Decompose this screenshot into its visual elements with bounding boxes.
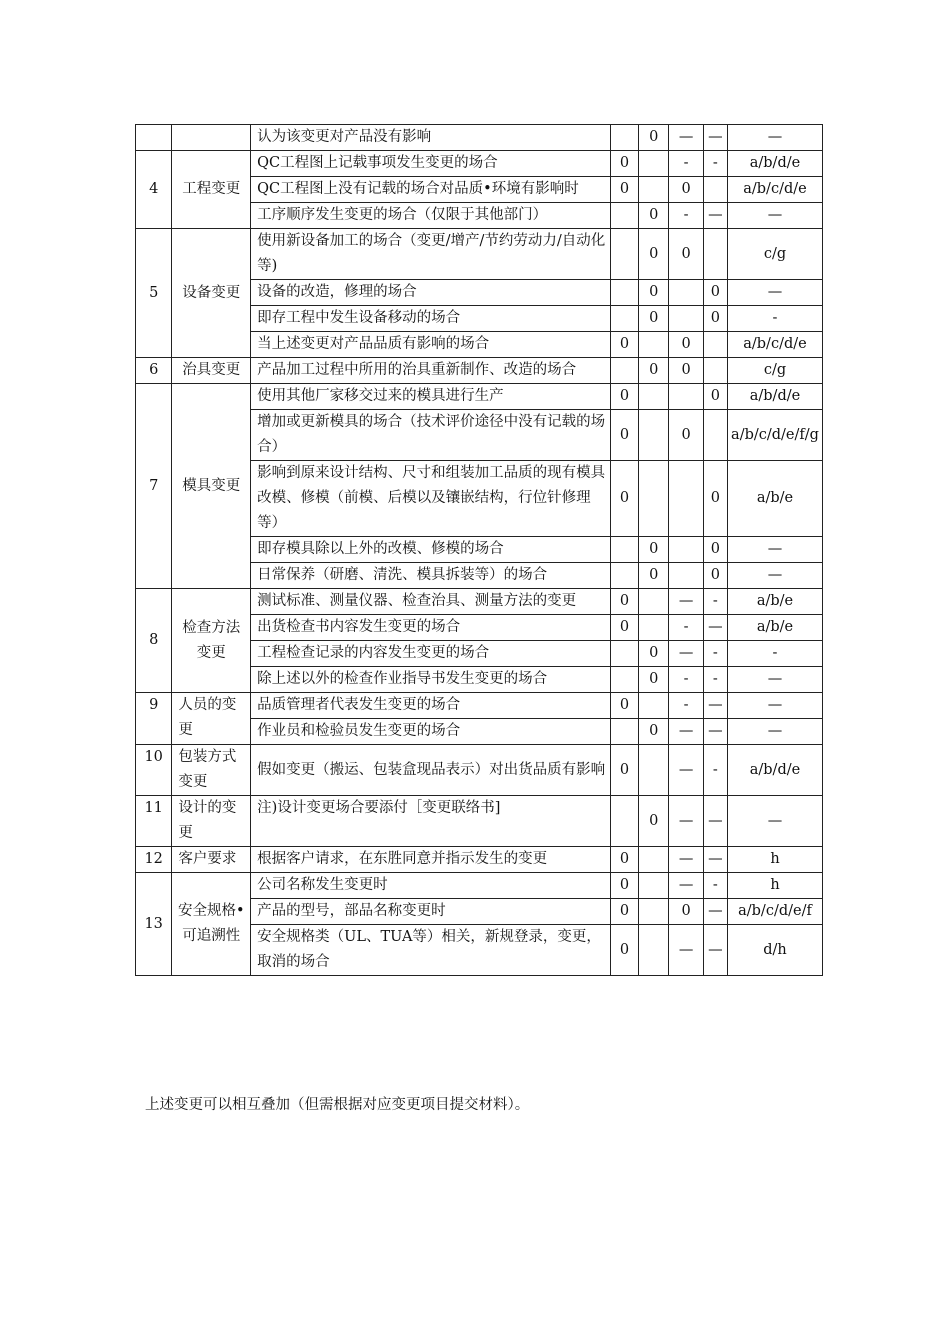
required-docs: — xyxy=(727,125,822,151)
mark-col-4: - xyxy=(703,745,727,796)
mark-col-4: - xyxy=(703,873,727,899)
mark-col-3: 0 xyxy=(669,410,703,461)
mark-col-4: 0 xyxy=(703,563,727,589)
mark-col-2: 0 xyxy=(639,229,669,280)
mark-col-1: 0 xyxy=(610,873,638,899)
mark-col-4: - xyxy=(703,667,727,693)
mark-col-2 xyxy=(639,615,669,641)
row-description: 使用新设备加工的场合（变更/增产/节约劳动力/自动化等) xyxy=(251,229,611,280)
mark-col-1 xyxy=(610,563,638,589)
required-docs: d/h xyxy=(727,925,822,976)
mark-col-3 xyxy=(669,537,703,563)
mark-col-4 xyxy=(703,177,727,203)
row-category xyxy=(172,125,251,151)
required-docs: a/b/c/d/e/f xyxy=(727,899,822,925)
mark-col-2 xyxy=(639,410,669,461)
mark-col-2 xyxy=(639,151,669,177)
required-docs: h xyxy=(727,847,822,873)
table-row xyxy=(136,847,823,873)
row-category: 设计的变更 xyxy=(172,796,251,847)
row-category: 模具变更 xyxy=(172,384,251,589)
mark-col-4: 0 xyxy=(703,537,727,563)
mark-col-2: 0 xyxy=(639,563,669,589)
mark-col-3 xyxy=(669,563,703,589)
row-description: 安全规格类（UL、TUA等）相关，新规登录，变更，取消的场合 xyxy=(251,925,611,976)
mark-col-4 xyxy=(703,332,727,358)
row-description: 假如变更（搬运、包装盒现品表示）对出货品质有影响 xyxy=(251,745,611,796)
mark-col-3: 0 xyxy=(669,332,703,358)
mark-col-3: 0 xyxy=(669,177,703,203)
required-docs: h xyxy=(727,873,822,899)
mark-col-1: 0 xyxy=(610,461,638,537)
row-category: 安全规格•可追溯性 xyxy=(172,873,251,976)
required-docs: a/b/c/d/e/f/g xyxy=(727,410,822,461)
row-description: 工序顺序发生变更的场合（仅限于其他部门） xyxy=(251,203,611,229)
mark-col-2: 0 xyxy=(639,125,669,151)
mark-col-3: 0 xyxy=(669,358,703,384)
required-docs: a/b/d/e xyxy=(727,151,822,177)
required-docs: a/b/e xyxy=(727,615,822,641)
row-description: 影响到原来设计结构、尺寸和组装加工品质的现有模具改模、修模（前模、后模以及镶嵌结构，行位针修理等） xyxy=(251,461,611,537)
table-row xyxy=(136,796,823,847)
mark-col-3 xyxy=(669,384,703,410)
mark-col-1 xyxy=(610,280,638,306)
mark-col-4: 0 xyxy=(703,461,727,537)
row-description: 注)设计变更场合要添付［变更联络书] xyxy=(251,796,611,847)
mark-col-2: 0 xyxy=(639,667,669,693)
row-description: 产品的型号，部品名称变更时 xyxy=(251,899,611,925)
mark-col-1: 0 xyxy=(610,151,638,177)
mark-col-4: — xyxy=(703,125,727,151)
mark-col-4 xyxy=(703,410,727,461)
footnote: 上述变更可以相互叠加（但需根据对应变更项目提交材料）。 xyxy=(145,1097,530,1113)
mark-col-4: — xyxy=(703,796,727,847)
mark-col-3: - xyxy=(669,615,703,641)
row-no: 6 xyxy=(136,358,172,384)
mark-col-4 xyxy=(703,229,727,280)
mark-col-4: 0 xyxy=(703,384,727,410)
row-no: 9 xyxy=(136,693,172,745)
table-row xyxy=(136,229,823,280)
mark-col-3: — xyxy=(669,796,703,847)
mark-col-1: 0 xyxy=(610,589,638,615)
mark-col-1: 0 xyxy=(610,177,638,203)
table-row xyxy=(136,873,823,899)
mark-col-4: — xyxy=(703,203,727,229)
table-row xyxy=(136,125,823,151)
mark-col-1: 0 xyxy=(610,693,638,719)
row-description: 日常保养（研磨、清洗、模具拆装等）的场合 xyxy=(251,563,611,589)
row-description: 出货检查书内容发生变更的场合 xyxy=(251,615,611,641)
mark-col-2: 0 xyxy=(639,537,669,563)
row-description: 公司名称发生变更时 xyxy=(251,873,611,899)
mark-col-4: 0 xyxy=(703,280,727,306)
table-row xyxy=(136,745,823,796)
mark-col-3 xyxy=(669,306,703,332)
required-docs: — xyxy=(727,280,822,306)
row-description: 品质管理者代表发生变更的场合 xyxy=(251,693,611,719)
mark-col-2: 0 xyxy=(639,719,669,745)
mark-col-2 xyxy=(639,899,669,925)
mark-col-4: - xyxy=(703,589,727,615)
table-row xyxy=(136,589,823,615)
mark-col-1: 0 xyxy=(610,384,638,410)
mark-col-2 xyxy=(639,177,669,203)
required-docs: — xyxy=(727,537,822,563)
mark-col-1 xyxy=(610,229,638,280)
table-row xyxy=(136,384,823,410)
mark-col-2 xyxy=(639,925,669,976)
mark-col-1 xyxy=(610,719,638,745)
mark-col-1 xyxy=(610,306,638,332)
mark-col-3: - xyxy=(669,151,703,177)
mark-col-2: 0 xyxy=(639,796,669,847)
required-docs: a/b/c/d/e xyxy=(727,177,822,203)
mark-col-2 xyxy=(639,873,669,899)
mark-col-1 xyxy=(610,667,638,693)
mark-col-1: 0 xyxy=(610,925,638,976)
mark-col-4: — xyxy=(703,693,727,719)
row-no: 4 xyxy=(136,151,172,229)
row-description: QC工程图上记载事项发生变更的场合 xyxy=(251,151,611,177)
mark-col-3: - xyxy=(669,667,703,693)
mark-col-3: — xyxy=(669,745,703,796)
row-no xyxy=(136,125,172,151)
mark-col-3: - xyxy=(669,693,703,719)
mark-col-3 xyxy=(669,461,703,537)
mark-col-2: 0 xyxy=(639,203,669,229)
row-no: 13 xyxy=(136,873,172,976)
row-description: 根据客户请求，在东胜同意并指示发生的变更 xyxy=(251,847,611,873)
mark-col-3: - xyxy=(669,203,703,229)
mark-col-1: 0 xyxy=(610,615,638,641)
row-description: 增加或更新模具的场合（技术评价途径中没有记载的场合） xyxy=(251,410,611,461)
mark-col-2: 0 xyxy=(639,280,669,306)
row-description: QC工程图上没有记载的场合对品质•环境有影响时 xyxy=(251,177,611,203)
row-category: 客户要求 xyxy=(172,847,251,873)
row-description: 除上述以外的检查作业指导书发生变更的场合 xyxy=(251,667,611,693)
mark-col-1 xyxy=(610,641,638,667)
required-docs: — xyxy=(727,667,822,693)
mark-col-1 xyxy=(610,796,638,847)
row-description: 作业员和检验员发生变更的场合 xyxy=(251,719,611,745)
required-docs: — xyxy=(727,563,822,589)
table-row xyxy=(136,358,823,384)
mark-col-4 xyxy=(703,358,727,384)
required-docs: c/g xyxy=(727,229,822,280)
mark-col-1: 0 xyxy=(610,745,638,796)
mark-col-2 xyxy=(639,847,669,873)
required-docs: a/b/d/e xyxy=(727,745,822,796)
mark-col-4: — xyxy=(703,719,727,745)
mark-col-2 xyxy=(639,461,669,537)
mark-col-3: — xyxy=(669,125,703,151)
required-docs: - xyxy=(727,641,822,667)
table-row xyxy=(136,151,823,177)
row-no: 12 xyxy=(136,847,172,873)
mark-col-2 xyxy=(639,332,669,358)
mark-col-1: 0 xyxy=(610,332,638,358)
mark-col-1 xyxy=(610,358,638,384)
row-no: 5 xyxy=(136,229,172,358)
mark-col-4: — xyxy=(703,925,727,976)
mark-col-1: 0 xyxy=(610,847,638,873)
mark-col-1 xyxy=(610,203,638,229)
row-no: 10 xyxy=(136,745,172,796)
row-description: 即存工程中发生设备移动的场合 xyxy=(251,306,611,332)
row-category: 工程变更 xyxy=(172,151,251,229)
row-description: 使用其他厂家移交过来的模具进行生产 xyxy=(251,384,611,410)
row-no: 7 xyxy=(136,384,172,589)
mark-col-3: — xyxy=(669,925,703,976)
row-category: 治具变更 xyxy=(172,358,251,384)
mark-col-2 xyxy=(639,693,669,719)
mark-col-3: — xyxy=(669,873,703,899)
mark-col-3: 0 xyxy=(669,229,703,280)
mark-col-2: 0 xyxy=(639,358,669,384)
row-description: 产品加工过程中所用的治具重新制作、改造的场合 xyxy=(251,358,611,384)
row-description: 设备的改造，修理的场合 xyxy=(251,280,611,306)
row-description: 当上述变更对产品品质有影响的场合 xyxy=(251,332,611,358)
mark-col-3: — xyxy=(669,589,703,615)
required-docs: — xyxy=(727,693,822,719)
mark-col-1 xyxy=(610,125,638,151)
required-docs: c/g xyxy=(727,358,822,384)
row-no: 11 xyxy=(136,796,172,847)
change-table xyxy=(135,124,823,976)
required-docs: a/b/e xyxy=(727,461,822,537)
mark-col-4: - xyxy=(703,641,727,667)
row-description: 认为该变更对产品没有影响 xyxy=(251,125,611,151)
required-docs: - xyxy=(727,306,822,332)
required-docs: — xyxy=(727,719,822,745)
required-docs: a/b/d/e xyxy=(727,384,822,410)
row-category: 检查方法变更 xyxy=(172,589,251,693)
mark-col-4: — xyxy=(703,899,727,925)
table-row xyxy=(136,693,823,719)
mark-col-2: 0 xyxy=(639,641,669,667)
mark-col-4: — xyxy=(703,847,727,873)
mark-col-4: - xyxy=(703,151,727,177)
row-description: 测试标准、测量仪器、检查治具、测量方法的变更 xyxy=(251,589,611,615)
row-no: 8 xyxy=(136,589,172,693)
mark-col-1 xyxy=(610,537,638,563)
mark-col-3: 0 xyxy=(669,899,703,925)
mark-col-2: 0 xyxy=(639,306,669,332)
mark-col-3: — xyxy=(669,641,703,667)
mark-col-2 xyxy=(639,745,669,796)
row-category: 设备变更 xyxy=(172,229,251,358)
mark-col-3: — xyxy=(669,847,703,873)
mark-col-4: 0 xyxy=(703,306,727,332)
mark-col-2 xyxy=(639,589,669,615)
row-description: 即存模具除以上外的改模、修模的场合 xyxy=(251,537,611,563)
required-docs: a/b/e xyxy=(727,589,822,615)
mark-col-3 xyxy=(669,280,703,306)
row-category: 人员的变更 xyxy=(172,693,251,745)
mark-col-1: 0 xyxy=(610,410,638,461)
mark-col-3: — xyxy=(669,719,703,745)
mark-col-2 xyxy=(639,384,669,410)
row-category: 包装方式变更 xyxy=(172,745,251,796)
required-docs: a/b/c/d/e xyxy=(727,332,822,358)
row-description: 工程检查记录的内容发生变更的场合 xyxy=(251,641,611,667)
mark-col-4: — xyxy=(703,615,727,641)
required-docs: — xyxy=(727,203,822,229)
mark-col-1: 0 xyxy=(610,899,638,925)
required-docs: — xyxy=(727,796,822,847)
